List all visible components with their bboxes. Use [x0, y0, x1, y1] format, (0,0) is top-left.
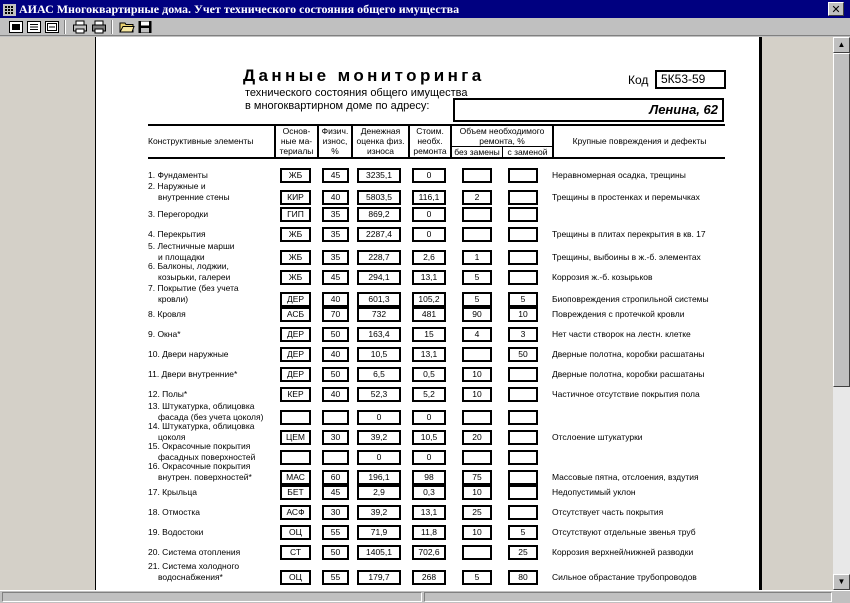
cell-mat: ЦЕМ	[280, 430, 311, 445]
cell-mat: КИР	[280, 190, 311, 205]
cell-mat: КЕР	[280, 387, 311, 402]
cell-cost: 702,6	[412, 545, 446, 560]
cell-v1: 25	[462, 505, 492, 520]
cell-v1: 10	[462, 485, 492, 500]
cell-v2: 25	[508, 545, 538, 560]
defect-description: Сильное обрастание трубопроводов	[552, 572, 697, 582]
cell-mat: СТ	[280, 545, 311, 560]
row-label: 18. Отмостка	[148, 507, 201, 517]
row-label: 17. Крыльца	[148, 487, 197, 497]
cell-wear: 30	[322, 430, 349, 445]
cell-v1	[462, 450, 492, 465]
row-label-cont: фасадных поверхностей	[158, 452, 256, 462]
cell-mat: МАС	[280, 470, 311, 485]
status-bar	[0, 590, 850, 603]
row-label: 19. Водостоки	[148, 527, 204, 537]
cell-v2	[508, 270, 538, 285]
cell-cost: 0	[412, 168, 446, 183]
header-money-1: Денежная	[360, 126, 401, 136]
scroll-thumb[interactable]	[833, 53, 850, 387]
cell-money: 163,4	[357, 327, 401, 342]
cell-v2: 3	[508, 327, 538, 342]
cell-money: 2287,4	[357, 227, 401, 242]
cell-wear: 45	[322, 168, 349, 183]
cell-v1: 5	[462, 292, 492, 307]
header-money-2: оценка физ.	[356, 136, 405, 146]
cell-cost: 0	[412, 227, 446, 242]
header-materials-2: ные ма-	[280, 136, 313, 146]
scroll-up-arrow-icon[interactable]: ▲	[833, 37, 850, 53]
header-materials-1: Основ-	[282, 126, 311, 136]
cell-v2	[508, 410, 538, 425]
cell-v1	[462, 347, 492, 362]
header-cost-3: ремонта	[413, 146, 447, 156]
cell-mat: АСФ	[280, 505, 311, 520]
cell-v2	[508, 207, 538, 222]
cell-money: 2,9	[357, 485, 401, 500]
cell-wear: 40	[322, 347, 349, 362]
cell-money: 3235,1	[357, 168, 401, 183]
row-label: 2. Наружные и	[148, 181, 206, 191]
cell-v1: 75	[462, 470, 492, 485]
cell-money: 179,7	[357, 570, 401, 585]
report-b-icon[interactable]	[26, 20, 42, 34]
cell-v2	[508, 190, 538, 205]
document-viewport[interactable]	[0, 37, 833, 590]
cell-money: 10,5	[357, 347, 401, 362]
defect-description: Отсутствуют отдельные звенья труб	[552, 527, 696, 537]
defect-description: Коррозия ж.-б. козырьков	[552, 272, 653, 282]
cell-mat: ЖБ	[280, 270, 311, 285]
row-label: 16. Окрасочные покрытия	[148, 461, 251, 471]
cell-v2: 50	[508, 347, 538, 362]
cell-money: 39,2	[357, 430, 401, 445]
cell-mat: ГИП	[280, 207, 311, 222]
cell-v2	[508, 367, 538, 382]
row-label: 13. Штукатурка, облицовка	[148, 401, 255, 411]
cell-mat: ДЕР	[280, 347, 311, 362]
defect-description: Трещины в плитах перекрытия в кв. 17	[552, 229, 706, 239]
row-label: 10. Двери наружные	[148, 349, 229, 359]
cell-money: 1405,1	[357, 545, 401, 560]
cell-wear	[322, 450, 349, 465]
cell-mat: ЖБ	[280, 227, 311, 242]
header-wear-1: Физич.	[321, 126, 349, 136]
cell-mat: ОЦ	[280, 525, 311, 540]
cell-cost: 105,2	[412, 292, 446, 307]
header-volume-2: ремонта, %	[479, 136, 525, 146]
defect-description: Дверные полотна, коробки расшатаны	[552, 369, 705, 379]
cell-mat	[280, 450, 311, 465]
cell-wear: 45	[322, 270, 349, 285]
cell-v2	[508, 470, 538, 485]
row-label: 6. Балконы, лоджии,	[148, 261, 229, 271]
cell-v1: 90	[462, 307, 492, 322]
print-icon[interactable]	[91, 20, 107, 34]
cell-money: 0	[357, 410, 401, 425]
row-label-cont: и площадки	[158, 252, 205, 262]
defect-description: Трещины в простенках и перемычках	[552, 192, 700, 202]
row-label: 8. Кровля	[148, 309, 186, 319]
cell-money: 71,9	[357, 525, 401, 540]
window-title-bar[interactable]	[0, 0, 850, 18]
open-folder-icon[interactable]	[119, 20, 135, 34]
cell-v2	[508, 227, 538, 242]
cell-mat: ДЕР	[280, 367, 311, 382]
cell-cost: 268	[412, 570, 446, 585]
cell-mat: БЕТ	[280, 485, 311, 500]
row-label: 21. Система холодного	[148, 561, 240, 571]
header-defects: Крупные повреждения и дефекты	[572, 136, 707, 146]
cell-cost: 2,6	[412, 250, 446, 265]
cell-v2	[508, 250, 538, 265]
print-preview-icon[interactable]	[72, 20, 88, 34]
cell-wear: 40	[322, 190, 349, 205]
toolbar-separator	[64, 20, 66, 34]
cell-v1: 10	[462, 525, 492, 540]
cell-wear: 35	[322, 207, 349, 222]
cell-cost: 15	[412, 327, 446, 342]
cell-wear: 55	[322, 570, 349, 585]
cell-cost: 0	[412, 207, 446, 222]
row-label-cont: козырьки, галереи	[158, 272, 231, 282]
status-panel	[2, 592, 422, 602]
cell-money: 5803,5	[357, 190, 401, 205]
cell-v1	[462, 168, 492, 183]
row-label-cont: фасада (без учета цоколя)	[158, 412, 264, 422]
report-a-icon[interactable]	[8, 20, 24, 34]
code-label: Код	[628, 73, 649, 87]
header-bottom-rule	[148, 157, 725, 159]
defect-description: Неравномерная осадка, трещины	[552, 170, 686, 180]
cell-v1: 5	[462, 270, 492, 285]
cell-v1: 2	[462, 190, 492, 205]
cell-wear: 50	[322, 367, 349, 382]
toolbar	[0, 18, 850, 36]
address-value: Ленина, 62	[453, 98, 724, 122]
report-subtitle-line1: технического состояния общего имущества	[245, 87, 468, 99]
cell-cost: 10,5	[412, 430, 446, 445]
cell-v2	[508, 387, 538, 402]
cell-v2	[508, 168, 538, 183]
app-icon	[3, 3, 16, 15]
cell-cost: 5,2	[412, 387, 446, 402]
row-label: 12. Полы*	[148, 389, 188, 399]
cell-cost: 0	[412, 410, 446, 425]
cell-v1	[462, 227, 492, 242]
defect-description: Отсутствует часть покрытия	[552, 507, 664, 517]
cell-money: 228,7	[357, 250, 401, 265]
defect-description: Отслоение штукатурки	[552, 432, 643, 442]
cell-money: 6,5	[357, 367, 401, 382]
cell-wear: 40	[322, 387, 349, 402]
defect-description: Массовые пятна, отслоения, вздутия	[552, 472, 699, 482]
cell-money: 732	[357, 307, 401, 322]
cell-mat: ЖБ	[280, 168, 311, 183]
cell-money: 294,1	[357, 270, 401, 285]
cell-v2: 10	[508, 307, 538, 322]
cell-wear: 45	[322, 485, 349, 500]
cell-cost: 0,3	[412, 485, 446, 500]
report-title: Данные мониторинга	[243, 66, 485, 85]
cell-wear: 50	[322, 545, 349, 560]
report-page	[95, 37, 760, 590]
cell-mat: ДЕР	[280, 327, 311, 342]
defect-description: Трещины, выбоины в ж.-б. элементах	[552, 252, 701, 262]
cell-money: 869,2	[357, 207, 401, 222]
cell-v1	[462, 545, 492, 560]
window-title: АИАС Многоквартирные дома. Учет технического состояния общего имущества	[19, 2, 460, 16]
header-no-replace: без замены	[454, 147, 500, 157]
defect-description: Частичное отсутствие покрытия пола	[552, 389, 700, 399]
cell-wear: 35	[322, 227, 349, 242]
close-button[interactable]: ✕	[828, 2, 844, 16]
cell-v2: 5	[508, 292, 538, 307]
cell-v1	[462, 410, 492, 425]
row-label: 1. Фундаменты	[148, 170, 208, 180]
header-wear-2: износ,	[322, 136, 348, 146]
cell-cost: 0	[412, 450, 446, 465]
defect-description: Нет части створок на лестн. клетке	[552, 329, 691, 339]
cell-wear: 35	[322, 250, 349, 265]
cell-v1: 10	[462, 387, 492, 402]
row-label: 7. Покрытие (без учета	[148, 283, 239, 293]
cell-money: 0	[357, 450, 401, 465]
header-materials-3: териалы	[279, 146, 314, 156]
cell-cost: 13,1	[412, 270, 446, 285]
cell-wear: 55	[322, 525, 349, 540]
cell-cost: 98	[412, 470, 446, 485]
row-label: 3. Перегородки	[148, 209, 209, 219]
cell-v2	[508, 505, 538, 520]
row-label: 20. Система отопления	[148, 547, 241, 557]
defect-description: Коррозия верхней/нижней разводки	[552, 547, 694, 557]
cell-money: 39,2	[357, 505, 401, 520]
defect-description: Недопустимый уклон	[552, 487, 636, 497]
cell-v1: 1	[462, 250, 492, 265]
row-label: 11. Двери внутренние*	[148, 369, 238, 379]
cell-v2	[508, 485, 538, 500]
cell-cost: 116,1	[412, 190, 446, 205]
defect-description: Повреждения с протечкой кровли	[552, 309, 685, 319]
row-label: 9. Окна*	[148, 329, 181, 339]
cell-cost: 11,8	[412, 525, 446, 540]
row-label-cont: внутрен. поверхностей*	[158, 472, 252, 482]
row-label: 5. Лестничные марши	[148, 241, 235, 251]
header-money-3: износа	[366, 146, 395, 156]
cell-v1: 5	[462, 570, 492, 585]
row-label-cont: кровли)	[158, 294, 189, 304]
row-label-cont: водоснабжения*	[158, 572, 223, 582]
row-label: 14. Штукатурка, облицовка	[148, 421, 255, 431]
cell-cost: 0,5	[412, 367, 446, 382]
report-subtitle-line2: в многоквартирном доме по адресу:	[245, 100, 430, 112]
header-with-replace: с заменой	[507, 147, 548, 157]
cell-money: 52,3	[357, 387, 401, 402]
code-value: 5К53-59	[655, 70, 726, 89]
cell-v1: 10	[462, 367, 492, 382]
cell-cost: 13,1	[412, 505, 446, 520]
cell-wear	[322, 410, 349, 425]
cell-mat: ЖБ	[280, 250, 311, 265]
cell-v1: 20	[462, 430, 492, 445]
cell-wear: 70	[322, 307, 349, 322]
header-volume-1: Объем необходимого	[459, 126, 545, 136]
cell-v2: 5	[508, 525, 538, 540]
cell-wear: 50	[322, 327, 349, 342]
cell-v2: 80	[508, 570, 538, 585]
header-cost-1: Стоим.	[416, 126, 444, 136]
cell-v1: 4	[462, 327, 492, 342]
page-shadow	[760, 37, 762, 590]
cell-v2	[508, 450, 538, 465]
cell-v1	[462, 207, 492, 222]
cell-wear: 30	[322, 505, 349, 520]
row-label-cont: внутренние стены	[158, 192, 230, 202]
scroll-down-arrow-icon[interactable]: ▼	[833, 574, 850, 590]
cell-mat	[280, 410, 311, 425]
header-elements: Конструктивные элементы	[148, 136, 254, 146]
cell-wear: 60	[322, 470, 349, 485]
cell-money: 601,3	[357, 292, 401, 307]
status-panel	[424, 592, 832, 602]
row-label-cont: цоколя	[158, 432, 186, 442]
toolbar-separator	[111, 20, 113, 34]
defect-description: Дверные полотна, коробки расшатаны	[552, 349, 705, 359]
report-c-icon[interactable]	[44, 20, 60, 34]
cell-money: 196,1	[357, 470, 401, 485]
cell-mat: ДЕР	[280, 292, 311, 307]
header-wear-3: %	[331, 146, 339, 156]
vertical-scrollbar[interactable]	[833, 37, 850, 590]
cell-v2	[508, 430, 538, 445]
cell-cost: 13,1	[412, 347, 446, 362]
header-cost-2: необх.	[417, 136, 443, 146]
cell-cost: 481	[412, 307, 446, 322]
cell-mat: АСБ	[280, 307, 311, 322]
row-label: 15. Окрасочные покрытия	[148, 441, 251, 451]
row-label: 4. Перекрытия	[148, 229, 206, 239]
save-icon[interactable]	[137, 20, 153, 34]
cell-mat: ОЦ	[280, 570, 311, 585]
cell-wear: 40	[322, 292, 349, 307]
defect-description: Биоповреждения стропильной системы	[552, 294, 709, 304]
